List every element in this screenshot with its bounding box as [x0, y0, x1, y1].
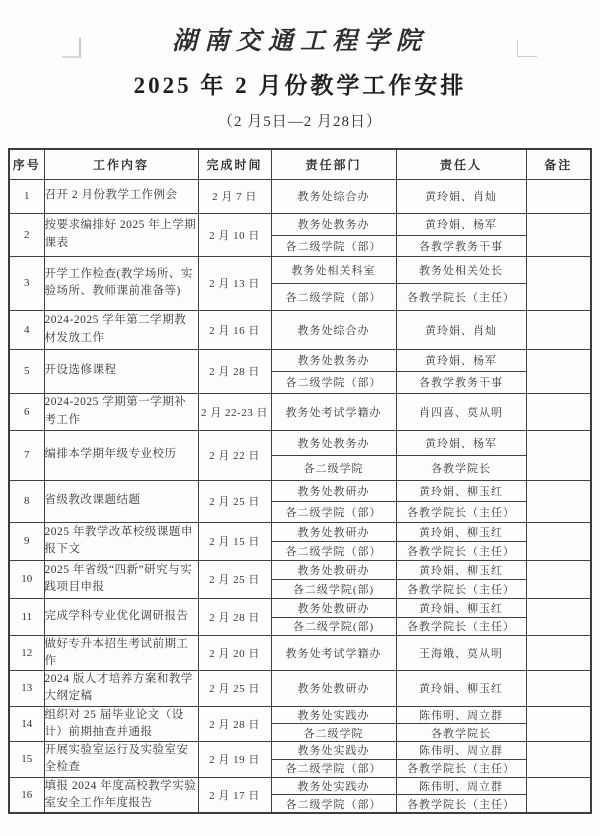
cell-no: 3 — [9, 256, 44, 310]
cell-dept: 各二级学院（部） — [271, 235, 396, 256]
cell-dept: 教务处考试学籍办 — [271, 393, 396, 430]
cell-person: 各教学教务干事 — [396, 371, 526, 393]
cell-person: 黄玲娟、肖灿 — [396, 179, 526, 213]
cell-person: 陈伟明、周立群 — [396, 706, 526, 724]
cell-no: 2 — [9, 213, 44, 256]
cell-note — [526, 213, 591, 256]
cell-content: 召开 2 月份教学工作例会 — [44, 179, 198, 213]
table-row — [9, 598, 591, 617]
cell-person: 各教学院长（主任） — [396, 501, 526, 522]
cell-time: 2 月 25 日 — [198, 671, 271, 707]
cell-person: 黄玲娟、柳玉红 — [396, 560, 526, 579]
cell-time: 2 月 17 日 — [198, 777, 271, 813]
table-row — [9, 777, 591, 795]
cell-content: 组织对 25 届毕业论文（设计）前期抽查并通报 — [44, 706, 198, 742]
cell-time: 2 月 22 日 — [198, 430, 271, 480]
cell-dept: 各二级学院（部） — [271, 759, 396, 777]
cell-time: 2 月 25 日 — [198, 560, 271, 598]
cell-dept: 教务处相关科室 — [271, 256, 396, 283]
table-row — [9, 635, 591, 671]
col-header-content: 工作内容 — [44, 149, 198, 179]
cell-time: 2 月 25 日 — [198, 480, 271, 522]
col-header-dept: 责任部门 — [271, 149, 396, 179]
work-schedule-table — [8, 148, 592, 814]
cell-dept: 教务处教研办 — [271, 598, 396, 617]
cell-no: 5 — [9, 349, 44, 393]
cell-time: 2 月 16 日 — [198, 310, 271, 349]
cell-dept: 各二级学院(部) — [271, 579, 396, 598]
margin-crop-mark-left-icon — [62, 38, 81, 58]
cell-dept: 各二级学院（部） — [271, 501, 396, 522]
cell-no: 6 — [9, 393, 44, 430]
cell-person: 黄玲娟、杨军 — [396, 430, 526, 455]
cell-note — [526, 393, 591, 430]
cell-person: 各教学教务干事 — [396, 235, 526, 256]
cell-note — [526, 179, 591, 213]
cell-dept: 教务处实践办 — [271, 777, 396, 795]
cell-no: 13 — [9, 671, 44, 707]
school-title: 湖南交通工程学院 — [171, 28, 428, 55]
table-header-row — [9, 149, 591, 179]
cell-dept: 各二级学院（部） — [271, 541, 396, 560]
cell-content: 开展实验室运行及实验室安全检查 — [44, 742, 198, 778]
cell-no: 16 — [9, 777, 44, 813]
cell-person: 各教学院长（主任） — [396, 579, 526, 598]
cell-dept: 教务处考试学籍办 — [271, 635, 396, 671]
cell-note — [526, 349, 591, 393]
date-range-subtitle: （2 月5日—2 月28日） — [217, 114, 382, 130]
cell-content: 2025 年教学改革校级课题申报下文 — [44, 522, 198, 560]
cell-note — [526, 671, 591, 707]
cell-time: 2 月 15 日 — [198, 522, 271, 560]
cell-content: 编排本学期年级专业校历 — [44, 430, 198, 480]
cell-note — [526, 310, 591, 349]
cell-person: 陈伟明、周立群 — [396, 742, 526, 760]
cell-content: 2024-2025 学期第一学期补考工作 — [44, 393, 198, 430]
col-header-note: 备注 — [526, 149, 591, 179]
table-row — [9, 706, 591, 724]
cell-content: 2024 版人才培养方案和教学大纲定稿 — [44, 671, 198, 707]
cell-note — [526, 430, 591, 480]
table-row — [9, 480, 591, 501]
cell-dept: 教务处实践办 — [271, 706, 396, 724]
cell-content: 开设选修课程 — [44, 349, 198, 393]
cell-content: 做好专升本招生考试前期工作 — [44, 635, 198, 671]
cell-dept: 各二级学院（部） — [271, 371, 396, 393]
cell-person: 王海娥、莫从明 — [396, 635, 526, 671]
cell-dept: 教务处教研办 — [271, 522, 396, 541]
cell-person: 各教学院长 — [396, 724, 526, 742]
cell-time: 2 月 28 日 — [198, 598, 271, 635]
col-header-person: 责任人 — [396, 149, 526, 179]
cell-person: 教务处相关处长 — [396, 256, 526, 283]
document-page — [0, 28, 600, 836]
cell-person: 黄玲娟、柳玉红 — [396, 480, 526, 501]
cell-no: 14 — [9, 706, 44, 742]
cell-dept: 教务处教研办 — [271, 560, 396, 579]
cell-no: 7 — [9, 430, 44, 480]
table-row — [9, 393, 591, 430]
cell-time: 2 月 20 日 — [198, 635, 271, 671]
table-row — [9, 522, 591, 541]
cell-note — [526, 706, 591, 742]
table-row — [9, 742, 591, 760]
cell-no: 15 — [9, 742, 44, 778]
cell-dept: 各二级学院 — [271, 455, 396, 480]
cell-note — [526, 560, 591, 598]
table-row — [9, 430, 591, 455]
cell-dept: 各二级学院（部） — [271, 283, 396, 310]
cell-content: 2025 年省级“四新”研究与实践项目申报 — [44, 560, 198, 598]
cell-time: 2 月 22-23 日 — [198, 393, 271, 430]
cell-person: 黄玲娟、柳玉红 — [396, 671, 526, 707]
cell-no: 8 — [9, 480, 44, 522]
cell-person: 各教学院长（主任） — [396, 283, 526, 310]
cell-note — [526, 742, 591, 778]
cell-person: 各教学院长 — [396, 455, 526, 480]
cell-time: 2 月 7 日 — [198, 179, 271, 213]
cell-person: 各教学院长（主任） — [396, 759, 526, 777]
cell-person: 黄玲娟、柳玉红 — [396, 522, 526, 541]
cell-person: 肖四喜、莫从明 — [396, 393, 526, 430]
cell-no: 1 — [9, 179, 44, 213]
col-header-time: 完成时间 — [198, 149, 271, 179]
cell-dept: 教务处教研办 — [271, 671, 396, 707]
cell-dept: 各二级学院(部) — [271, 617, 396, 635]
cell-dept: 教务处实践办 — [271, 742, 396, 760]
table-row — [9, 349, 591, 371]
cell-no: 12 — [9, 635, 44, 671]
cell-content: 开学工作检查(教学场所、实验场所、教师课前准备等) — [44, 256, 198, 310]
cell-dept: 各二级学院 — [271, 724, 396, 742]
cell-note — [526, 256, 591, 310]
cell-note — [526, 635, 591, 671]
cell-note — [526, 522, 591, 560]
cell-content: 省级教改课题结题 — [44, 480, 198, 522]
table-row — [9, 179, 591, 213]
cell-no: 4 — [9, 310, 44, 349]
cell-no: 9 — [9, 522, 44, 560]
cell-dept: 教务处综合办 — [271, 179, 396, 213]
table-row — [9, 213, 591, 235]
cell-person: 各教学院长（主任） — [396, 795, 526, 813]
col-header-no: 序号 — [9, 149, 44, 179]
cell-no: 10 — [9, 560, 44, 598]
cell-person: 黄玲娟、杨军 — [396, 349, 526, 371]
table-row — [9, 560, 591, 579]
cell-content: 2024-2025 学年第二学期教材发放工作 — [44, 310, 198, 349]
cell-dept: 各二级学院（部） — [271, 795, 396, 813]
cell-person: 黄玲娟、柳玉红 — [396, 598, 526, 617]
cell-dept: 教务处教务办 — [271, 430, 396, 455]
cell-person: 陈伟明、周立群 — [396, 777, 526, 795]
table-row — [9, 671, 591, 707]
cell-content: 填报 2024 年度高校教学实验室安全工作年度报告 — [44, 777, 198, 813]
cell-content: 完成学科专业优化调研报告 — [44, 598, 198, 635]
cell-time: 2 月 28 日 — [198, 349, 271, 393]
table-row — [9, 310, 591, 349]
cell-person: 各教学院长（主任） — [396, 541, 526, 560]
cell-person: 黄玲娟、杨军 — [396, 213, 526, 235]
cell-dept: 教务处教务办 — [271, 349, 396, 371]
cell-no: 11 — [9, 598, 44, 635]
table-row — [9, 256, 591, 283]
page-title: 2025 年 2 月份教学工作安排 — [133, 73, 467, 98]
cell-time: 2 月 28 日 — [198, 706, 271, 742]
cell-dept: 教务处综合办 — [271, 310, 396, 349]
cell-time: 2 月 10 日 — [198, 213, 271, 256]
cell-time: 2 月 13 日 — [198, 256, 271, 310]
cell-person: 各教学院长（主任） — [396, 617, 526, 635]
margin-crop-mark-right-icon — [517, 40, 537, 57]
cell-content: 按要求编排好 2025 年上学期课表 — [44, 213, 198, 256]
cell-dept: 教务处教研办 — [271, 480, 396, 501]
cell-person: 黄玲娟、肖灿 — [396, 310, 526, 349]
cell-note — [526, 480, 591, 522]
cell-time: 2 月 19 日 — [198, 742, 271, 778]
cell-dept: 教务处教务办 — [271, 213, 396, 235]
cell-note — [526, 598, 591, 635]
